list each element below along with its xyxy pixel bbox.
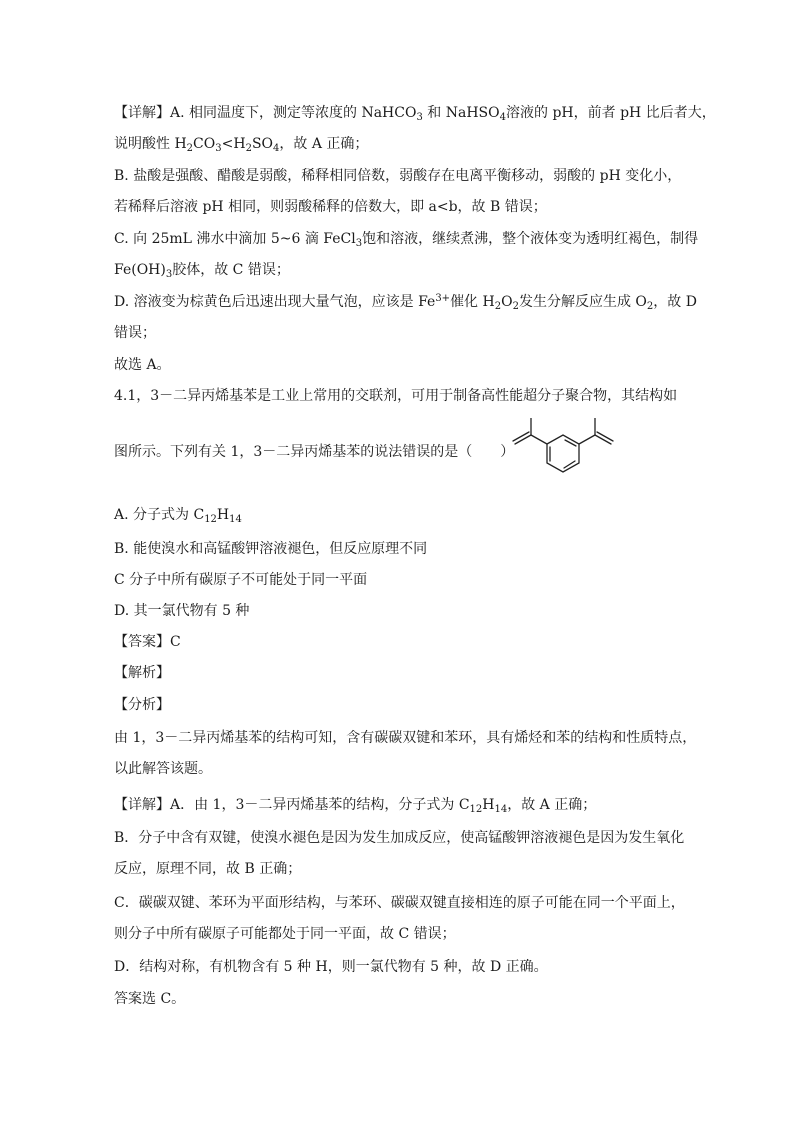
q4-detail-b-line1: B．分子中含有双键，使溴水褪色是因为发生加成反应，使高锰酸钾溶液褪色是因为发生氧化 (114, 830, 685, 846)
question4-stem-line1: 4.1，3－二异丙烯基苯是工业上常用的交联剂，可用于制备高性能超分子聚合物，其结构如 (114, 388, 678, 404)
analysis-subheading: 【分析】 (114, 697, 170, 713)
q4-detail-c-line1: C．碳碳双键、苯环为平面形结构，与苯环、碳碳双键直接相连的原子可能在同一个平面上， (114, 895, 685, 911)
option-a: A. 分子式为 $C_{12}H_{14}$ (114, 507, 242, 525)
detail-c-line2: $Fe(OH)_3$胶体，故 C 错误； (114, 262, 290, 280)
detail-a-line1: 【详解】A. 相同温度下，测定等浓度的 NaHCO$_3$ 和 NaHSO$_4$溶液的 pH，前者 pH 比后者大， (114, 105, 716, 123)
analysis-heading: 【解析】 (114, 665, 170, 681)
answer-line: 【答案】C (114, 634, 181, 650)
final-answer: 答案选 C。 (114, 991, 186, 1007)
q4-detail-c-line2: 则分子中所有碳原子可能都处于同一平面，故 C 错误； (114, 926, 456, 942)
1,3-diisopropenylbenzene-structure-icon (507, 418, 617, 496)
detail-b-line2: 若稀释后溶液 pH 相同，则弱酸稀释的倍数大，即 a<b，故 B 错误； (114, 199, 547, 215)
option-c: C 分子中所有碳原子不可能处于同一平面 (114, 572, 368, 588)
detail-b-line1: B. 盐酸是强酸、醋酸是弱酸，稀释相同倍数，弱酸存在电离平衡移动，弱酸的 pH 变化小， (114, 168, 682, 184)
detail-d-line1: D. 溶液变为棕黄色后迅速出现大量气泡，应该是 $Fe^{3+}$催化 $H_2O_2$发生分解反应生成 $O_2$，故 D (114, 293, 697, 312)
detail-a-line2: 说明酸性 $H_2CO_3<H_2SO_4$，故 A 正确； (114, 136, 369, 154)
choice-line: 故选 A。 (114, 357, 171, 373)
option-d: D. 其一氯代物有 5 种 (114, 603, 250, 619)
option-b: B. 能使溴水和高锰酸钾溶液褪色，但反应原理不同 (114, 541, 428, 557)
q4-detail-a: 【详解】A．由 1，3－二异丙烯基苯的结构，分子式为 $C_{12}H_{14}$，故 A 正确； (114, 797, 597, 815)
q4-detail-d: D．结构对称，有机物含有 5 种 H，则一氯代物有 5 种，故 D 正确。 (114, 959, 548, 975)
analysis-line2: 以此解答该题。 (114, 761, 212, 777)
answer-value: C (170, 634, 181, 650)
detail-d-line2: 错误； (114, 325, 156, 341)
analysis-line1: 由 1，3－二异丙烯基苯的结构可知，含有碳碳双键和苯环，具有烯烃和苯的结构和性质特点， (114, 730, 697, 746)
question4-stem-line2: 图所示。下列有关 1，3－二异丙烯基苯的说法错误的是（ ） (114, 444, 515, 460)
q4-detail-b-line2: 反应，原理不同，故 B 正确； (114, 861, 302, 877)
detail-c-line1: C. 向 25mL 沸水中滴加 5~6 滴 FeCl$_3$饱和溶液，继续煮沸，整个液体变为透明红褐色，制得 (114, 231, 699, 249)
